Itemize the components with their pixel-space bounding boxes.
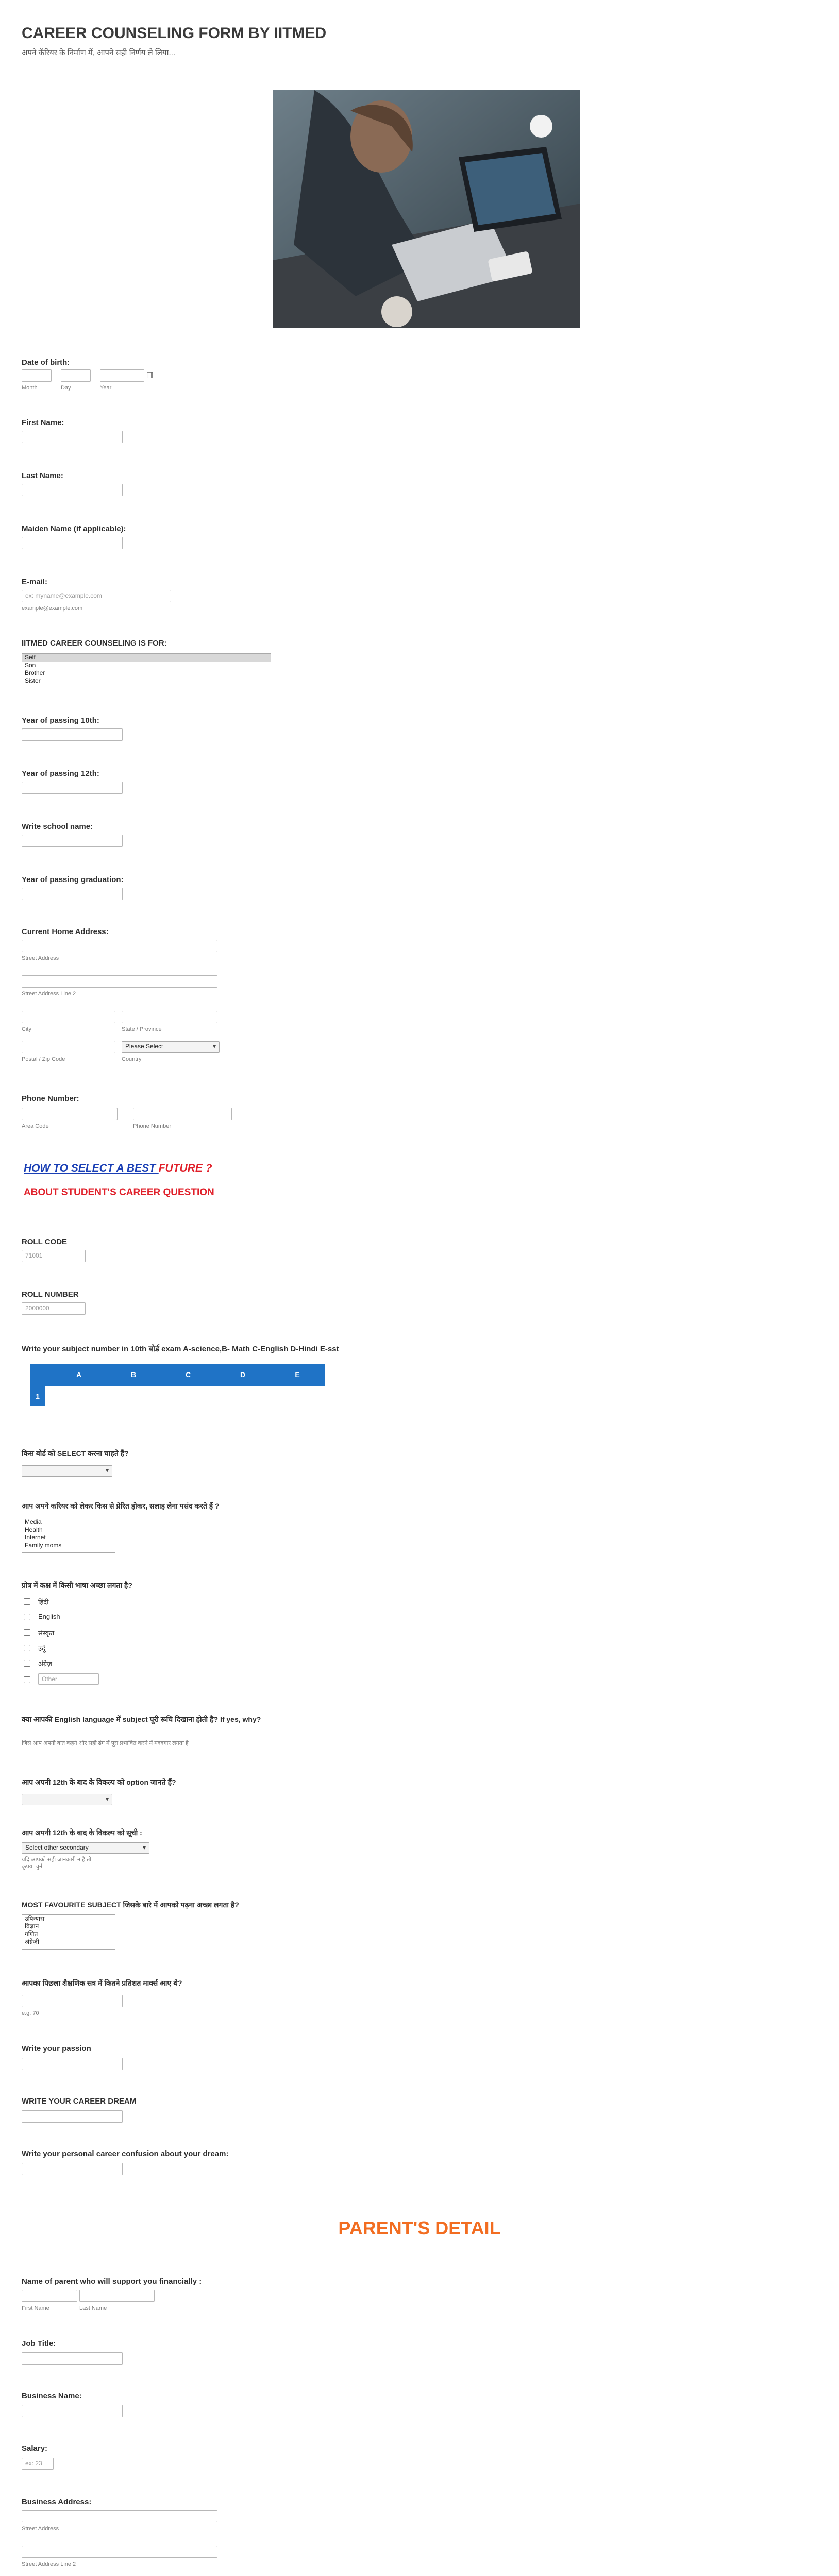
marks-input[interactable] xyxy=(22,1995,123,2007)
language-option: संस्कृत xyxy=(38,1629,55,1637)
matrix-row-label: 1 xyxy=(30,1386,45,1406)
language-option: हिंदी xyxy=(38,1598,49,1606)
marks-label: आपका पिछला शैक्षणिक सत्र में कितने प्रतिशत मार्क्स आए थे? xyxy=(22,1979,182,1987)
parent-heading: PARENT'S DETAIL xyxy=(338,2217,501,2239)
english-subject-hint: जिसे आप अपनी बात कहने और सही ढंग में पूरा प्रभावित करने में मददगार लगता है xyxy=(22,1740,189,1747)
list-item[interactable]: Health xyxy=(25,1526,43,1533)
phone-number-sub: Phone Number xyxy=(133,1123,171,1129)
select-board-dropdown[interactable] xyxy=(22,1465,112,1477)
matrix-col-c: C xyxy=(161,1364,215,1385)
graduation-input[interactable] xyxy=(22,888,123,900)
roll-code-input[interactable]: 71001 xyxy=(22,1250,86,1262)
parent-last-input[interactable] xyxy=(79,2290,155,2302)
dream-input[interactable] xyxy=(22,2110,123,2123)
language-other-input[interactable]: Other xyxy=(38,1673,99,1685)
biz-street2-sub: Street Address Line 2 xyxy=(22,2561,76,2567)
dob-month-sub: Month xyxy=(22,385,38,391)
passion-label: Write your passion xyxy=(22,2044,91,2053)
maiden-name-input[interactable] xyxy=(22,537,123,549)
list-item[interactable]: Self xyxy=(22,654,271,662)
form-subtitle: अपने कॅरियर के निर्माण में, आपने सही निर्णय ले लिया... xyxy=(22,48,175,57)
matrix-header xyxy=(30,1364,325,1386)
home-city-sub: City xyxy=(22,1026,31,1032)
year-12-input[interactable] xyxy=(22,782,123,794)
matrix-col-e: E xyxy=(270,1364,325,1385)
school-label: Write school name: xyxy=(22,822,93,831)
last-name-input[interactable] xyxy=(22,484,123,496)
language-checkbox-other[interactable] xyxy=(24,1676,30,1683)
home-country-select[interactable]: Please Select ▾ xyxy=(122,1041,220,1053)
home-zip-sub: Postal / Zip Code xyxy=(22,1056,65,1062)
how-to-part2: FUTURE ? xyxy=(158,1162,212,1174)
year-10-label: Year of passing 10th: xyxy=(22,716,99,725)
roll-code-label: ROLL CODE xyxy=(22,1238,68,1246)
home-state-input[interactable] xyxy=(122,1011,217,1023)
home-street-input[interactable] xyxy=(22,940,217,952)
marks-sub: e.g. 70 xyxy=(22,2010,39,2016)
language-checkbox[interactable] xyxy=(24,1645,30,1651)
year-10-input[interactable] xyxy=(22,728,123,741)
list-item[interactable]: Sister xyxy=(25,677,41,684)
first-name-label: First Name: xyxy=(22,418,64,427)
job-title-label: Job Title: xyxy=(22,2339,56,2348)
dob-month-input[interactable] xyxy=(22,369,52,382)
how-to-heading xyxy=(24,1162,212,1175)
matrix-col-d: D xyxy=(215,1364,270,1385)
list-item[interactable]: अंग्रेज़ी xyxy=(25,1938,39,1945)
biz-street-input[interactable] xyxy=(22,2510,217,2522)
home-state-sub: State / Province xyxy=(122,1026,162,1032)
language-checkbox[interactable] xyxy=(24,1598,30,1605)
advisor-label: आप अपने करियर को लेकर किस से प्रेरित होकर, सलाह लेना पसंद करते हैं ? xyxy=(22,1502,220,1510)
roll-number-label: ROLL NUMBER xyxy=(22,1290,79,1299)
list-item[interactable]: Internet xyxy=(25,1534,46,1541)
form-title: CAREER COUNSELING FORM BY IITMED xyxy=(22,25,327,42)
biz-street-sub: Street Address xyxy=(22,2526,59,2532)
maiden-name-label: Maiden Name (if applicable): xyxy=(22,524,126,533)
business-name-input[interactable] xyxy=(22,2405,123,2417)
home-street2-input[interactable] xyxy=(22,975,217,988)
english-subject-label: क्या आपकी English language में subject पूरी रूचि दिखाना होती है? If yes, why? xyxy=(22,1715,261,1723)
parent-first-sub: First Name xyxy=(22,2305,49,2311)
fav-subject-listbox[interactable] xyxy=(22,1914,115,1950)
graduation-label: Year of passing graduation: xyxy=(22,875,124,884)
last-name-label: Last Name: xyxy=(22,471,63,480)
business-name-label: Business Name: xyxy=(22,2392,82,2400)
school-input[interactable] xyxy=(22,835,123,847)
language-checkbox[interactable] xyxy=(24,1629,30,1636)
how-to-part1: HOW TO SELECT A BEST xyxy=(24,1162,159,1174)
counseling-for-listbox[interactable] xyxy=(22,653,271,687)
language-label: प्रोत्र में कक्ष में किसी भाषा अच्छा लगता है? xyxy=(22,1581,132,1589)
year-12-label: Year of passing 12th: xyxy=(22,769,99,778)
phone-label: Phone Number: xyxy=(22,1094,79,1103)
parent-last-sub: Last Name xyxy=(79,2305,107,2311)
advisor-listbox[interactable] xyxy=(22,1518,115,1553)
biz-street2-input[interactable] xyxy=(22,2546,217,2558)
language-checkbox[interactable] xyxy=(24,1660,30,1667)
select-board-label: किस बोर्ड को SELECT करना चाहते हैं? xyxy=(22,1449,129,1458)
matrix-col-a: A xyxy=(52,1364,106,1385)
dob-day-input[interactable] xyxy=(61,369,91,382)
confusion-input[interactable] xyxy=(22,2163,123,2175)
phone-area-sub: Area Code xyxy=(22,1123,49,1129)
counseling-for-label: IITMED CAREER COUNSELING IS FOR: xyxy=(22,639,167,648)
salary-input[interactable]: ex: 23 xyxy=(22,2458,54,2470)
business-address-label: Business Address: xyxy=(22,2498,92,2506)
parent-first-input[interactable] xyxy=(22,2290,77,2302)
option-label: आप अपनी 12th के बाद के विकल्प को option जानते हैं? xyxy=(22,1778,176,1786)
secondary-label: आप अपनी 12th के बाद के विकल्प को सूची : xyxy=(22,1828,142,1837)
secondary-dropdown[interactable]: Select other secondary ▾ xyxy=(22,1842,149,1854)
confusion-label: Write your personal career confusion about your dream: xyxy=(22,2149,229,2158)
language-option: अंग्रेज़ xyxy=(38,1660,52,1668)
home-city-input[interactable] xyxy=(22,1011,115,1023)
email-label: E-mail: xyxy=(22,578,48,586)
list-item[interactable]: Family moms xyxy=(25,1541,62,1549)
email-input[interactable]: ex: myname@example.com xyxy=(22,590,171,602)
matrix-col-b: B xyxy=(106,1364,161,1385)
list-item[interactable]: Son xyxy=(25,662,36,669)
career-question-heading: ABOUT STUDENT'S CAREER QUESTION xyxy=(24,1187,214,1198)
fav-subject-label: MOST FAVOURITE SUBJECT जिसके बारे में आपको पढ़ना अच्छा लगता है? xyxy=(22,1901,239,1909)
dob-day-sub: Day xyxy=(61,385,71,391)
matrix-label: Write your subject number in 10th बोर्ड exam A-science,B- Math C-English D-Hindi E-sst xyxy=(22,1345,339,1353)
passion-input[interactable] xyxy=(22,2058,123,2070)
option-dropdown[interactable] xyxy=(22,1794,112,1805)
list-item[interactable]: गणित xyxy=(25,1930,38,1938)
dream-label: WRITE YOUR CAREER DREAM xyxy=(22,2097,137,2106)
language-option: English xyxy=(38,1613,60,1620)
list-item[interactable]: Media xyxy=(25,1518,42,1526)
header-photo xyxy=(273,90,580,328)
language-checkbox[interactable] xyxy=(24,1614,30,1620)
calendar-icon[interactable]: ▦ xyxy=(146,370,154,379)
parent-name-label: Name of parent who will support you financially : xyxy=(22,2277,202,2286)
home-street-sub: Street Address xyxy=(22,955,59,961)
list-item[interactable]: विज्ञान xyxy=(25,1923,39,1930)
dob-year-sub: Year xyxy=(100,385,112,391)
home-country-sub: Country xyxy=(122,1056,142,1062)
phone-number-input[interactable] xyxy=(133,1108,232,1120)
email-sub: example@example.com xyxy=(22,605,83,612)
dob-label: Date of birth: xyxy=(22,358,70,367)
list-item[interactable]: उपिन्यास xyxy=(25,1915,45,1922)
language-option: उर्दू xyxy=(38,1645,46,1652)
home-address-label: Current Home Address: xyxy=(22,927,109,936)
roll-number-input[interactable]: 2000000 xyxy=(22,1302,86,1315)
secondary-hint: यदि आपको सही जानकारी न है तो कृपया चुनें xyxy=(22,1857,92,1870)
first-name-input[interactable] xyxy=(22,431,123,443)
list-item[interactable]: Brother xyxy=(25,669,45,676)
phone-area-input[interactable] xyxy=(22,1108,118,1120)
job-title-input[interactable] xyxy=(22,2352,123,2365)
home-street2-sub: Street Address Line 2 xyxy=(22,991,76,997)
home-zip-input[interactable] xyxy=(22,1041,115,1053)
salary-label: Salary: xyxy=(22,2444,48,2453)
dob-year-input[interactable] xyxy=(100,369,144,382)
